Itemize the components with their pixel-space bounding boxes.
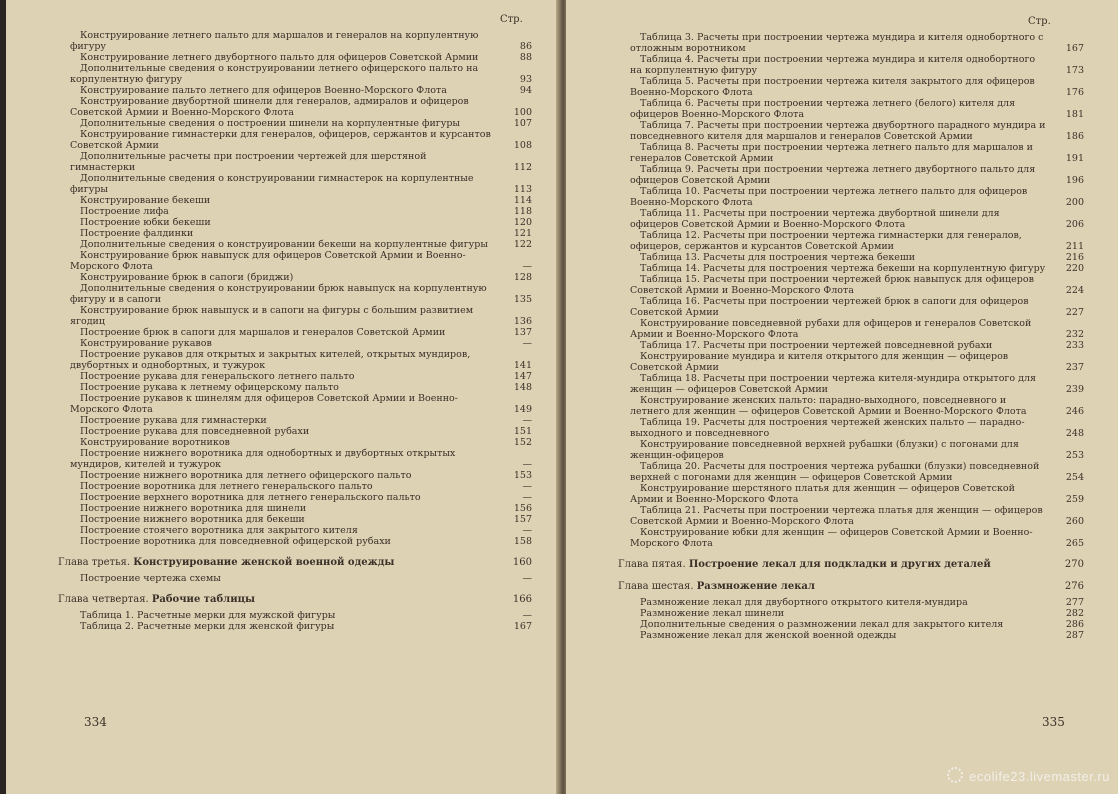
toc-entry-title: Конструирование летнего пальто для маршалов и генералов на корпулентную фигуру xyxy=(70,30,479,52)
toc-entry xyxy=(68,371,536,382)
toc-page-number: 122 xyxy=(513,239,532,250)
toc-entry xyxy=(628,461,1088,483)
page-column-header: Стр. xyxy=(1028,16,1051,27)
toc-entry-title: Конструирование повседневной рубахи для офицеров и генералов Советской Армии и Военно-Морского Флота xyxy=(630,318,1032,340)
toc-page-number: 276 xyxy=(1064,581,1084,592)
toc-entry-title: Построение чертежа схемы xyxy=(80,573,221,584)
toc-page-number: 176 xyxy=(1065,87,1084,98)
toc-entry xyxy=(628,32,1088,54)
toc-page-number: 113 xyxy=(513,184,532,195)
toc-entry xyxy=(68,63,536,85)
toc-entry-title: Конструирование брюк навыпуск и в сапоги на фигуры с большим развитием ягодиц xyxy=(70,305,474,327)
toc-entry xyxy=(628,630,1088,641)
toc-entry xyxy=(68,85,536,96)
toc-page-number: 118 xyxy=(513,206,532,217)
toc-entry xyxy=(68,283,536,305)
toc-entry xyxy=(68,481,536,492)
toc-entry-title: Построение рукава к летнему офицерскому пальто xyxy=(80,382,339,393)
toc-entry-title: Построение рукава для генеральского летнего пальто xyxy=(80,371,355,382)
toc-entry xyxy=(68,514,536,525)
toc-entry-title: Построение рукава для повседневной рубахи xyxy=(80,426,310,437)
toc-entry xyxy=(628,340,1088,351)
toc-entry-title: Таблица 5. Расчеты при построении чертежа кителя закрытого для офицеров Военно-Морского Флота xyxy=(630,76,1035,98)
toc-page-number: 88 xyxy=(519,52,532,63)
toc-entry-title: Таблица 4. Расчеты при построении чертежа мундира и кителя однобортного на корпулентную фигуру xyxy=(630,54,1036,76)
toc-entry xyxy=(68,382,536,393)
toc-entry-title: Таблица 21. Расчеты при построении чертежа платья для женщин — офицеров Советской Армии и Военно-Морского Флота xyxy=(630,505,1043,527)
toc-page-number: 153 xyxy=(513,470,532,481)
toc-page-number: 216 xyxy=(1065,252,1084,263)
toc-page-number: 253 xyxy=(1065,450,1084,461)
toc-entry-title: Размножение лекал для женской военной одежды xyxy=(640,630,897,641)
toc-entry-title: Таблица 7. Расчеты при построении чертежа двубортного парадного мундира и повседневного кителя для маршалов и генералов Советской Армии xyxy=(630,120,1046,142)
toc-entry xyxy=(68,239,536,250)
toc-page-number: 167 xyxy=(1065,43,1084,54)
right-contents-list xyxy=(618,32,1088,641)
toc-entry-title: Таблица 2. Расчетные мерки для женской фигуры xyxy=(80,621,335,632)
toc-entry xyxy=(68,250,536,272)
toc-page-number: 254 xyxy=(1065,472,1084,483)
toc-chapter xyxy=(618,581,1088,593)
toc-entry xyxy=(68,349,536,371)
toc-page-number: 220 xyxy=(1065,263,1084,274)
toc-entry xyxy=(68,393,536,415)
toc-page-number: 233 xyxy=(1065,340,1084,351)
toc-page-number: 135 xyxy=(513,294,532,305)
toc-entry xyxy=(628,142,1088,164)
toc-entry xyxy=(628,76,1088,98)
toc-page-number: 100 xyxy=(513,107,532,118)
toc-entry-title: Построение нижнего воротника для однобортных и двубортных открытых мундиров, кителей и тужурок xyxy=(70,448,456,470)
toc-entry xyxy=(628,263,1088,274)
toc-entry xyxy=(68,173,536,195)
toc-entry-title: Таблица 6. Расчеты при построении чертежа летнего (белого) кителя для офицеров Военно-Морского Флота xyxy=(630,98,1016,120)
toc-entry-title: Конструирование двубортной шинели для генералов, адмиралов и офицеров Советской Армии и Военно-Морского Флота xyxy=(70,96,469,118)
toc-page-number: 282 xyxy=(1065,608,1084,619)
toc-entry-title: Дополнительные расчеты при построении чертежей для шерстяной гимнастерки xyxy=(70,151,427,173)
toc-entry-title: Дополнительные сведения о конструировании летнего офицерского пальто на корпулентную фигуру xyxy=(70,63,479,85)
toc-entry-title: Таблица 9. Расчеты при построении чертежа летнего двубортного пальто для офицеров Советской Армии xyxy=(630,164,1036,186)
toc-entry-title: Дополнительные сведения о конструировании гимнастерок на корпулентные фигуры xyxy=(70,173,474,195)
toc-entry xyxy=(628,164,1088,186)
toc-page-number: 136 xyxy=(513,316,532,327)
toc-page-number: — xyxy=(522,338,532,349)
toc-entry xyxy=(628,274,1088,296)
toc-entry xyxy=(628,98,1088,120)
chapter-label: Глава шестая. xyxy=(618,581,694,592)
toc-entry xyxy=(68,327,536,338)
toc-entry xyxy=(68,426,536,437)
toc-entry xyxy=(68,448,536,470)
toc-entry xyxy=(68,195,536,206)
toc-entry xyxy=(68,415,536,426)
page-number: 334 xyxy=(84,715,107,729)
toc-entry-title: Построение воротника для повседневной офицерской рубахи xyxy=(80,536,391,547)
toc-entry xyxy=(68,338,536,349)
toc-page-number: 147 xyxy=(513,371,532,382)
toc-entry xyxy=(628,186,1088,208)
toc-entry-title: Конструирование рукавов xyxy=(80,338,212,349)
toc-page-number: 158 xyxy=(513,536,532,547)
toc-chapter xyxy=(618,559,1088,571)
toc-entry-title: Таблица 13. Расчеты для построения чертежа бекеши xyxy=(640,252,916,263)
toc-entry-title: Конструирование шерстяного платья для женщин — офицеров Советской Армии и Военно-Морского Флота xyxy=(630,483,1015,505)
toc-page-number: 200 xyxy=(1065,197,1084,208)
page-column-header: Стр. xyxy=(500,14,523,25)
toc-entry-title: Таблица 8. Расчеты при построении чертежа летнего пальто для маршалов и генералов Советской Армии xyxy=(630,142,1033,164)
toc-entry-title: Конструирование брюк навыпуск для офицеров Советской Армии и Военно-Морского Флота xyxy=(70,250,466,272)
toc-page-number: 151 xyxy=(513,426,532,437)
toc-entry xyxy=(628,230,1088,252)
toc-entry xyxy=(68,621,536,632)
toc-entry xyxy=(628,351,1088,373)
toc-entry xyxy=(628,54,1088,76)
toc-entry xyxy=(628,296,1088,318)
toc-entry-title: Размножение лекал шинели xyxy=(640,608,785,619)
toc-page-number: 239 xyxy=(1065,384,1084,395)
toc-entry xyxy=(68,228,536,239)
toc-page-number: 157 xyxy=(513,514,532,525)
toc-page-number: 287 xyxy=(1065,630,1084,641)
toc-page-number: 156 xyxy=(513,503,532,514)
toc-page-number: 166 xyxy=(512,594,532,605)
toc-entry xyxy=(628,373,1088,395)
toc-page-number: 94 xyxy=(519,85,532,96)
toc-entry xyxy=(68,437,536,448)
toc-page-number: — xyxy=(522,610,532,621)
toc-entry-title: Построение рукава для гимнастерки xyxy=(80,415,267,426)
toc-entry-title: Построение верхнего воротника для летнего генеральского пальто xyxy=(80,492,421,503)
toc-page-number: 112 xyxy=(513,162,532,173)
toc-entry xyxy=(628,417,1088,439)
toc-entry xyxy=(68,206,536,217)
toc-entry xyxy=(68,30,536,52)
toc-page-number: 86 xyxy=(519,41,532,52)
toc-entry-title: Конструирование летнего двубортного пальто для офицеров Советской Армии xyxy=(80,52,479,63)
chapter-title: Размножение лекал xyxy=(696,581,815,592)
toc-entry xyxy=(628,619,1088,630)
toc-entry-title: Построение лифа xyxy=(80,206,169,217)
toc-page-number: 277 xyxy=(1065,597,1084,608)
toc-entry-title: Построение стоячего воротника для закрытого кителя xyxy=(80,525,358,536)
toc-entry-title: Таблица 1. Расчетные мерки для мужской фигуры xyxy=(80,610,336,621)
toc-entry xyxy=(628,252,1088,263)
toc-page-number: — xyxy=(522,261,532,272)
toc-page-number: 128 xyxy=(513,272,532,283)
toc-entry-title: Дополнительные сведения о размножении лекал для закрытого кителя xyxy=(640,619,1004,630)
toc-entry-title: Конструирование женских пальто: парадно-выходного, повседневного и летнего для женщин — офицеров Советской Армии и Военно-Морского Флота xyxy=(630,395,1027,417)
toc-entry-title: Таблица 18. Расчеты при построении чертежа кителя-мундира открытого для женщин — офицеров Советской Армии xyxy=(630,373,1037,395)
toc-page-number: 160 xyxy=(512,557,532,568)
toc-page-number: 246 xyxy=(1065,406,1084,417)
toc-entry-title: Построение нижнего воротника для летнего офицерского пальто xyxy=(80,470,412,481)
toc-page-number: 248 xyxy=(1065,428,1084,439)
toc-page-number: 181 xyxy=(1065,109,1084,120)
toc-entry-title: Построение фалдинки xyxy=(80,228,194,239)
toc-page-number: 108 xyxy=(513,140,532,151)
toc-entry xyxy=(628,483,1088,505)
toc-entry-title: Таблица 11. Расчеты при построении чертежа двубортной шинели для офицеров Советской Армии и Военно-Морского Флота xyxy=(630,208,1000,230)
toc-page-number: 148 xyxy=(513,382,532,393)
chapter-label: Глава третья. xyxy=(58,557,131,568)
toc-entry-title: Конструирование гимнастерки для генералов, офицеров, сержантов и курсантов Советской Армии xyxy=(70,129,491,151)
toc-entry-title: Дополнительные сведения о конструировании брюк навыпуск на корпулентную фигуру и в сапоги xyxy=(70,283,487,305)
toc-entry-title: Таблица 12. Расчеты при построении чертежа гимнастерки для генералов, офицеров, сержантов и курсантов Советской Армии xyxy=(630,230,1022,252)
toc-page-number: 270 xyxy=(1064,559,1084,570)
toc-page-number: 137 xyxy=(513,327,532,338)
toc-page-number: 173 xyxy=(1065,65,1084,76)
toc-entry xyxy=(628,527,1088,549)
toc-entry xyxy=(628,120,1088,142)
toc-page-number: — xyxy=(522,525,532,536)
toc-entry-title: Построение нижнего воротника для бекеши xyxy=(80,514,305,525)
toc-entry-title: Конструирование юбки для женщин — офицеров Советской Армии и Военно-Морского Флота xyxy=(630,527,1033,549)
toc-entry-title: Таблица 19. Расчеты для построения чертежей женских пальто — парадно-выходного и повседневного xyxy=(630,417,1025,439)
toc-page-number: 107 xyxy=(513,118,532,129)
toc-entry xyxy=(628,439,1088,461)
page-number: 335 xyxy=(1042,715,1065,729)
toc-page-number: 167 xyxy=(513,621,532,632)
toc-entry-title: Таблица 16. Расчеты при построении чертежей брюк в сапоги для офицеров Советской Армии xyxy=(630,296,1029,318)
toc-entry-title: Построение юбки бекеши xyxy=(80,217,211,228)
toc-entry xyxy=(68,536,536,547)
toc-page-number: 191 xyxy=(1065,153,1084,164)
toc-entry xyxy=(628,208,1088,230)
toc-entry xyxy=(628,597,1088,608)
toc-entry-title: Построение рукавов для открытых и закрытых кителей, открытых мундиров, двубортных и однобортных, и тужурок xyxy=(70,349,471,371)
toc-entry xyxy=(68,503,536,514)
toc-entry xyxy=(68,470,536,481)
chapter-title: Конструирование женской военной одежды xyxy=(133,557,395,568)
toc-page-number: 93 xyxy=(519,74,532,85)
toc-entry-title: Конструирование мундира и кителя открытого для женщин — офицеров Советской Армии xyxy=(630,351,1009,373)
toc-entry-title: Таблица 3. Расчеты при построении чертежа мундира и кителя однобортного с отложным воротником xyxy=(630,32,1044,54)
toc-page-number: 259 xyxy=(1065,494,1084,505)
chapter-label: Глава пятая. xyxy=(618,559,686,570)
toc-entry xyxy=(68,272,536,283)
toc-entry-title: Таблица 10. Расчеты при построении чертежа летнего пальто для офицеров Военно-Морского Флота xyxy=(630,186,1028,208)
toc-page-number: 237 xyxy=(1065,362,1084,373)
toc-entry xyxy=(628,505,1088,527)
toc-page-number: 232 xyxy=(1065,329,1084,340)
toc-page-number: 114 xyxy=(513,195,532,206)
toc-entry xyxy=(68,217,536,228)
toc-entry xyxy=(68,492,536,503)
toc-entry xyxy=(68,610,536,621)
toc-page-number: 286 xyxy=(1065,619,1084,630)
toc-entry-title: Дополнительные сведения о конструировании бекеши на корпулентные фигуры xyxy=(80,239,488,250)
toc-entry-title: Дополнительные сведения о построении шинели на корпулентные фигуры xyxy=(80,118,460,129)
toc-entry-title: Таблица 17. Расчеты при построении чертежей повседневной рубахи xyxy=(640,340,993,351)
toc-page-number: 265 xyxy=(1065,538,1084,549)
toc-page-number: 260 xyxy=(1065,516,1084,527)
toc-entry xyxy=(628,318,1088,340)
toc-entry xyxy=(68,573,536,584)
toc-entry-title: Конструирование воротников xyxy=(80,437,230,448)
toc-page-number: 121 xyxy=(513,228,532,239)
toc-page-number: — xyxy=(522,492,532,503)
chapter-title: Рабочие таблицы xyxy=(151,594,256,605)
toc-page-number: 152 xyxy=(513,437,532,448)
toc-entry-title: Построение рукавов к шинелям для офицеров Советской Армии и Военно-Морского Флота xyxy=(70,393,458,415)
toc-entry-title: Таблица 15. Расчеты при построении чертежей брюк навыпуск для офицеров Советской Армии и Военно-Морского Флота xyxy=(630,274,1034,296)
flower-logo-icon xyxy=(947,767,963,783)
watermark xyxy=(947,767,1110,784)
chapter-title: Построение лекал для подкладки и других деталей xyxy=(688,559,991,570)
toc-page-number: — xyxy=(522,573,532,584)
toc-page-number: 196 xyxy=(1065,175,1084,186)
toc-entry-title: Конструирование повседневной верхней рубашки (блузки) с погонами для женщин-офицеров xyxy=(630,439,1019,461)
toc-page-number: 227 xyxy=(1065,307,1084,318)
toc-page-number: 224 xyxy=(1065,285,1084,296)
toc-entry xyxy=(628,608,1088,619)
chapter-label: Глава четвертая. xyxy=(58,594,149,605)
toc-page-number: 211 xyxy=(1065,241,1084,252)
toc-page-number: 149 xyxy=(513,404,532,415)
toc-entry-title: Конструирование пальто летнего для офицеров Военно-Морского Флота xyxy=(80,85,447,96)
toc-entry-title: Размножение лекал для двубортного открытого кителя-мундира xyxy=(640,597,968,608)
toc-entry-title: Построение воротника для летнего генеральского пальто xyxy=(80,481,373,492)
toc-entry-title: Таблица 20. Расчеты для построения чертежа рубашки (блузки) повседневной верхней с погонами для женщин — офицеров Советской Армии xyxy=(630,461,1040,483)
toc-page-number: 186 xyxy=(1065,131,1084,142)
left-contents-list xyxy=(58,30,536,632)
toc-entry-title: Конструирование брюк в сапоги (бриджи) xyxy=(80,272,294,283)
toc-chapter xyxy=(58,594,536,606)
toc-page-number: — xyxy=(522,415,532,426)
toc-entry xyxy=(68,525,536,536)
toc-entry-title: Построение нижнего воротника для шинели xyxy=(80,503,307,514)
toc-entry xyxy=(68,96,536,118)
toc-entry xyxy=(68,305,536,327)
toc-page-number: — xyxy=(522,459,532,470)
right-page xyxy=(566,0,1118,794)
toc-page-number: 120 xyxy=(513,217,532,228)
toc-page-number: 141 xyxy=(513,360,532,371)
left-page xyxy=(6,0,562,794)
toc-entry xyxy=(628,395,1088,417)
watermark-text: ecolife23.livemaster.ru xyxy=(969,769,1110,784)
toc-entry xyxy=(68,118,536,129)
toc-entry xyxy=(68,151,536,173)
toc-page-number: — xyxy=(522,481,532,492)
toc-entry xyxy=(68,129,536,151)
toc-entry xyxy=(68,52,536,63)
toc-page-number: 206 xyxy=(1065,219,1084,230)
toc-chapter xyxy=(58,557,536,569)
toc-entry-title: Таблица 14. Расчеты для построения чертежа бекеши на корпулентную фигуру xyxy=(640,263,1046,274)
toc-entry-title: Построение брюк в сапоги для маршалов и генералов Советской Армии xyxy=(80,327,446,338)
toc-entry-title: Конструирование бекеши xyxy=(80,195,211,206)
